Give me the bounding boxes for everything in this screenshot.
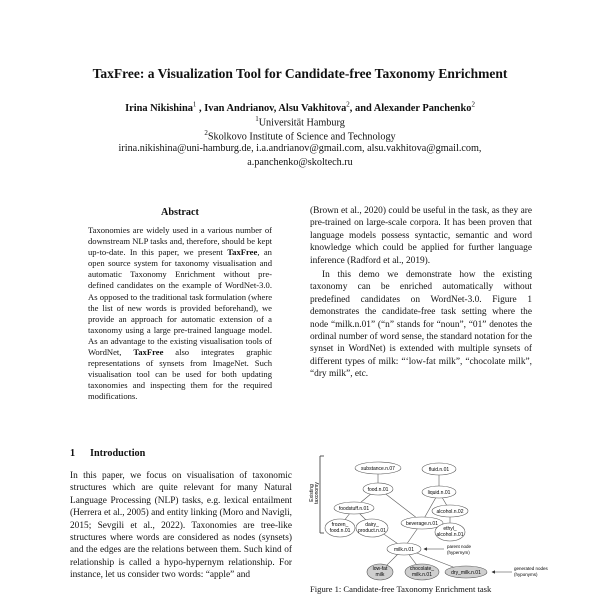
generated-nodes-annotation <box>492 566 549 577</box>
affiliation-2 <box>0 129 600 142</box>
node-food <box>363 483 393 495</box>
svg-text:beverage.n.01: beverage.n.01 <box>406 521 438 527</box>
node-low-fat-milk <box>367 564 393 580</box>
svg-text:dry_milk.n.01: dry_milk.n.01 <box>451 570 481 576</box>
author-3-sup: 2 <box>471 101 475 109</box>
node-fluid <box>422 463 456 475</box>
svg-text:fluid.n.01: fluid.n.01 <box>428 467 450 473</box>
abstract-bold-1: TaxFree <box>227 247 258 258</box>
node-milk <box>387 543 421 555</box>
author-2-sup: 2 <box>346 101 350 109</box>
affiliation-2-text: Skolkovo Institute of Science and Technology <box>207 131 396 143</box>
right-paragraph-1: (Brown et al., 2020) could be useful in the task, as they are pre-trained on large-scale corpora. It has been proven that language models possess syntactic, semantic and word knowledge which could be applied for further language inference (Radford et al., 2019). <box>310 206 532 266</box>
node-ethyl-alcohol <box>435 523 465 541</box>
author-3: , and Alexander Panchenko <box>349 103 472 115</box>
node-chocolate-milk <box>405 564 439 580</box>
svg-text:parent node: parent node <box>447 544 472 549</box>
svg-text:alcohol.n.01: alcohol.n.01 <box>436 532 464 538</box>
emails-line-1: irina.nikishina@uni-hamburg.de, i.a.andrianov@gmail.com, alsu.vakhitova@gmail.com, <box>118 143 482 154</box>
abstract-text-3: also integrates graphic representations of synsets from ImageNet. Such visualisation tool can be used for both updating taxonomies and inspecting them for the required modifications. <box>88 347 272 402</box>
affiliation-1 <box>0 115 600 128</box>
section-title: Introduction <box>90 448 146 459</box>
figure-1 <box>306 368 548 578</box>
section-heading-introduction <box>70 448 145 459</box>
svg-text:ethyl_: ethyl_ <box>443 526 457 532</box>
figure-caption: Figure 1: Candidate-free Taxonomy Enrichment task <box>310 584 492 594</box>
svg-text:product.n.01: product.n.01 <box>358 528 386 534</box>
abstract-bold-2: TaxFree <box>133 347 164 358</box>
svg-text:(hyponyms): (hyponyms) <box>514 572 538 577</box>
svg-text:dairy_: dairy_ <box>365 522 379 528</box>
svg-text:food.n.01: food.n.01 <box>329 528 351 534</box>
emails-line-2: a.panchenko@skoltech.ru <box>247 157 353 168</box>
node-alcohol <box>432 505 468 517</box>
svg-text:milk.n.01: milk.n.01 <box>393 547 415 553</box>
axis-label-2: taxonomy <box>314 482 320 504</box>
author-list <box>0 101 600 114</box>
node-substance <box>355 462 401 474</box>
svg-text:milk: milk <box>375 572 385 578</box>
svg-text:liquid.n.01: liquid.n.01 <box>427 490 451 496</box>
abstract-text-2: , an open source system for taxonomy visualisation and automatic Taxonomy Enrichment without pre-defined candidates on the example of WordNet-3.0. As opposed to the traditional task formulation (where the list of new words is provided beforehand), we provide an approach for automatic extension of a taxonomy using a large pre-trained language model. As an advantage to the existing visualisation tools of WordNet, <box>88 247 273 358</box>
abstract-heading: Abstract <box>161 207 199 218</box>
svg-text:alcohol.n.02: alcohol.n.02 <box>436 509 464 515</box>
svg-text:generated nodes: generated nodes <box>514 566 548 571</box>
affiliation-1-text: Universität Hamburg <box>258 117 345 129</box>
section-number: 1 <box>70 448 76 459</box>
affiliation-2-sup: 2 <box>204 129 208 137</box>
svg-text:food.n.01: food.n.01 <box>367 487 389 493</box>
authors-names <box>125 103 475 114</box>
node-frozen-food <box>325 519 355 537</box>
node-dry-milk <box>445 566 487 578</box>
abstract-text-1: Taxonomies are widely used in a various number of downstream NLP tasks and, therefore, should be kept up-to-date. In this paper, we present <box>88 225 272 258</box>
node-dairy-product <box>356 519 388 537</box>
introduction-body: In this paper, we focus on visualisation of taxonomic structures which are quite relevant for many Natural Language Processing (NLP) tasks, e.g. lexical entailment (Herrera et al., 2005) and entity linking (Moro and Navigli, 2015; Sevgili et al., 2022). Taxonomies are tree-like structures where words are considered as nodes (synsets) and the edges are the relations between them. Such kind of relationship is called a hypo-hypernym relationship. For instance, let us consider two words: “apple” and <box>70 471 292 581</box>
node-foodstuff <box>334 502 374 514</box>
right-paragraph-2: In this demo we demonstrate how the existing taxonomy can be enriched automatically without predefined candidates on WordNet-3.0. Figure 1 demonstrates the candidate-free task setting where the node “milk.n.01” (“n” stands for “noun”, “01” denotes the ordinal number of word sense, the standard notation for the synset in WordNet) is extended with multiple synsets of different types of milk: “‘low-fat milk”, “chocolate milk”, “dry milk”, etc. <box>310 270 532 380</box>
affiliation-1-sup: 1 <box>255 115 259 123</box>
svg-text:frozen_: frozen_ <box>331 522 349 528</box>
node-beverage <box>401 517 443 529</box>
svg-text:low-fat: low-fat <box>372 566 388 572</box>
svg-text:chocolate_: chocolate_ <box>409 566 435 572</box>
author-2: , Ivan Andrianov, Alsu Vakhitova <box>196 103 347 115</box>
svg-text:(hypernym): (hypernym) <box>447 550 470 555</box>
node-liquid <box>422 486 456 498</box>
taxonomy-diagram <box>306 368 548 578</box>
axis-label-1: Existing <box>309 484 315 502</box>
svg-text:substance.n.07: substance.n.07 <box>361 466 395 472</box>
parent-node-annotation <box>424 544 472 555</box>
author-1: Irina Nikishina <box>125 103 193 115</box>
author-1-sup: 1 <box>192 101 197 109</box>
diagram-edges <box>340 468 466 572</box>
svg-text:milk.n.01: milk.n.01 <box>411 572 433 578</box>
svg-text:foodstuff.n.01: foodstuff.n.01 <box>338 506 370 512</box>
paper-title: TaxFree: a Visualization Tool for Candidate-free Taxonomy Enrichment <box>92 66 508 81</box>
abstract-body <box>88 225 272 403</box>
right-column <box>310 205 532 381</box>
